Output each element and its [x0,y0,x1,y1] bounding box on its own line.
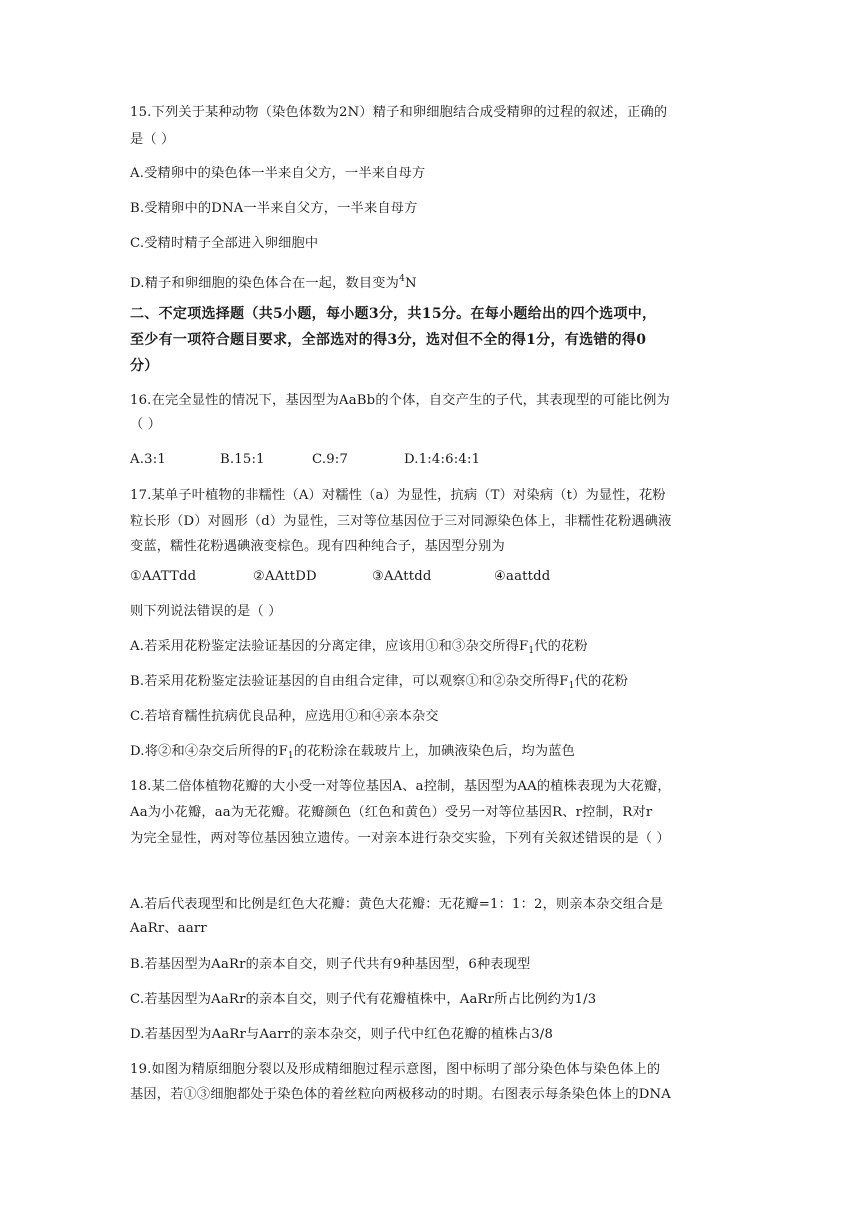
q17-option-c: C.若培育糯性抗病优良品种，应选用①和④亲本杂交 [130,709,439,724]
q15-option-a: A.受精卵中的染色体一半来自父方，一半来自母方 [130,166,426,181]
q17-stem-line-3: 变蓝，糯性花粉遇碘液变棕色。现有四种纯合子，基因型分别为 [130,539,505,554]
q15-option-d-text: D.精子和卵细胞的染色体合在一起，数目变为 [130,276,400,291]
q17-stem-line-1: 17.某单子叶植物的非糯性（A）对糯性（a）为显性，抗病（T）对染病（t）为显性，花粉 [130,488,666,503]
q17-option-b-text: B.若采用花粉鉴定法验证基因的自由组合定律，可以观察①和②杂交所得F [130,674,569,689]
q17-option-b-tail: 代的花粉 [574,674,629,689]
q15-option-d-tail: N [405,276,417,291]
q17-genotypes [130,568,550,586]
q17-option-a [130,638,588,660]
q18-stem-line-2: Aa为小花瓣，aa为无花瓣。花瓣颜色（红色和黄色）受另一对等位基因R、r控制，R对r [130,805,653,820]
q18-option-b: B.若基因型为AaRr的亲本自交，则子代共有9种基因型，6种表现型 [130,957,531,972]
q17-option-b-sub: 1 [568,681,575,691]
q16-stem-line-1: 16.在完全显性的情况下，基因型为AaBb的个体，自交产生的子代，其表现型的可能比例为 [130,393,670,408]
q17-genotype-2: ②AAttDD [253,569,317,584]
q16-stem-line-2: （ ） [130,417,162,432]
q19-stem-line-1: 19.如图为精原细胞分裂以及形成精细胞过程示意图，图中标明了部分染色体与染色体上的 [130,1062,661,1077]
q17-option-a-text: A.若采用花粉鉴定法验证基因的分离定律，应该用①和③杂交所得F [130,639,529,654]
q17-question: 则下列说法错误的是（ ） [130,604,282,619]
q16-option-d: D.1:4:6:4:1 [404,452,481,467]
q15-option-d [130,270,417,293]
section2-heading-line-1: 二、不定项选择题（共5小题，每小题3分，共15分。在每小题给出的四个选项中， [130,306,657,322]
q17-option-a-tail: 代的花粉 [534,639,588,654]
q18-stem-line-3: 为完全显性，两对等位基因独立遗传。一对亲本进行杂交实验，下列有关叙述错误的是（ ） [130,831,670,846]
q15-stem-line-1: 15.下列关于某种动物（染色体数为2N）精子和卵细胞结合成受精卵的过程的叙述，正确的 [130,105,668,120]
q16-option-b: B.15:1 [220,452,265,467]
q17-option-d [130,743,575,765]
q17-genotype-3: ③AAttdd [372,569,432,584]
q17-option-d-tail: 的花粉涂在载玻片上，加碘液染色后，均为蓝色 [293,744,575,759]
q19-stem-line-2: 基因，若①③细胞都处于染色体的着丝粒向两极移动的时期。右图表示每条染色体上的DNA [130,1087,671,1102]
q18-option-c: C.若基因型为AaRr的亲本自交，则子代有花瓣植株中，AaRr所占比例约为1/3 [130,992,597,1007]
section2-heading-line-2: 至少有一项符合题目要求，全部选对的得3分，选对但不全的得1分，有选错的得0 [130,332,647,348]
q18-stem-line-1: 18.某二倍体植物花瓣的大小受一对等位基因A、a控制，基因型为AA的植株表现为大花瓣， [130,779,671,794]
q17-option-d-sub: 1 [287,751,294,761]
q18-option-d: D.若基因型为AaRr与Aarr的亲本杂交，则子代中红色花瓣的植株占3/8 [130,1027,554,1042]
q17-option-b [130,673,628,695]
q18-option-a-line-1: A.若后代表现型和比例是红色大花瓣：黄色大花瓣：无花瓣=1：1：2，则亲本杂交组合是 [130,897,664,912]
q16-option-a: A.3:1 [130,452,166,467]
q18-option-a-line-2: AaRr、aarr [130,921,207,936]
section2-heading-line-3: 分） [130,358,159,374]
q16-option-c: C.9:7 [312,452,349,467]
q17-genotype-4: ④aattdd [494,569,551,584]
q15-option-c: C.受精时精子全部进入卵细胞中 [130,236,319,251]
q17-genotype-1: ①AATTdd [130,569,197,584]
q17-option-a-sub: 1 [528,646,535,656]
q17-option-d-text: D.将②和④杂交后所得的F [130,744,288,759]
q15-option-b: B.受精卵中的DNA一半来自父方，一半来自母方 [130,201,418,216]
q15-stem-line-2: 是（ ） [130,132,175,147]
q15-option-d-sup: 4 [399,274,405,284]
q16-options [130,451,480,469]
q17-stem-line-2: 粒长形（D）对圆形（d）为显性，三对等位基因位于三对同源染色体上，非糯性花粉遇碘液 [130,514,672,529]
